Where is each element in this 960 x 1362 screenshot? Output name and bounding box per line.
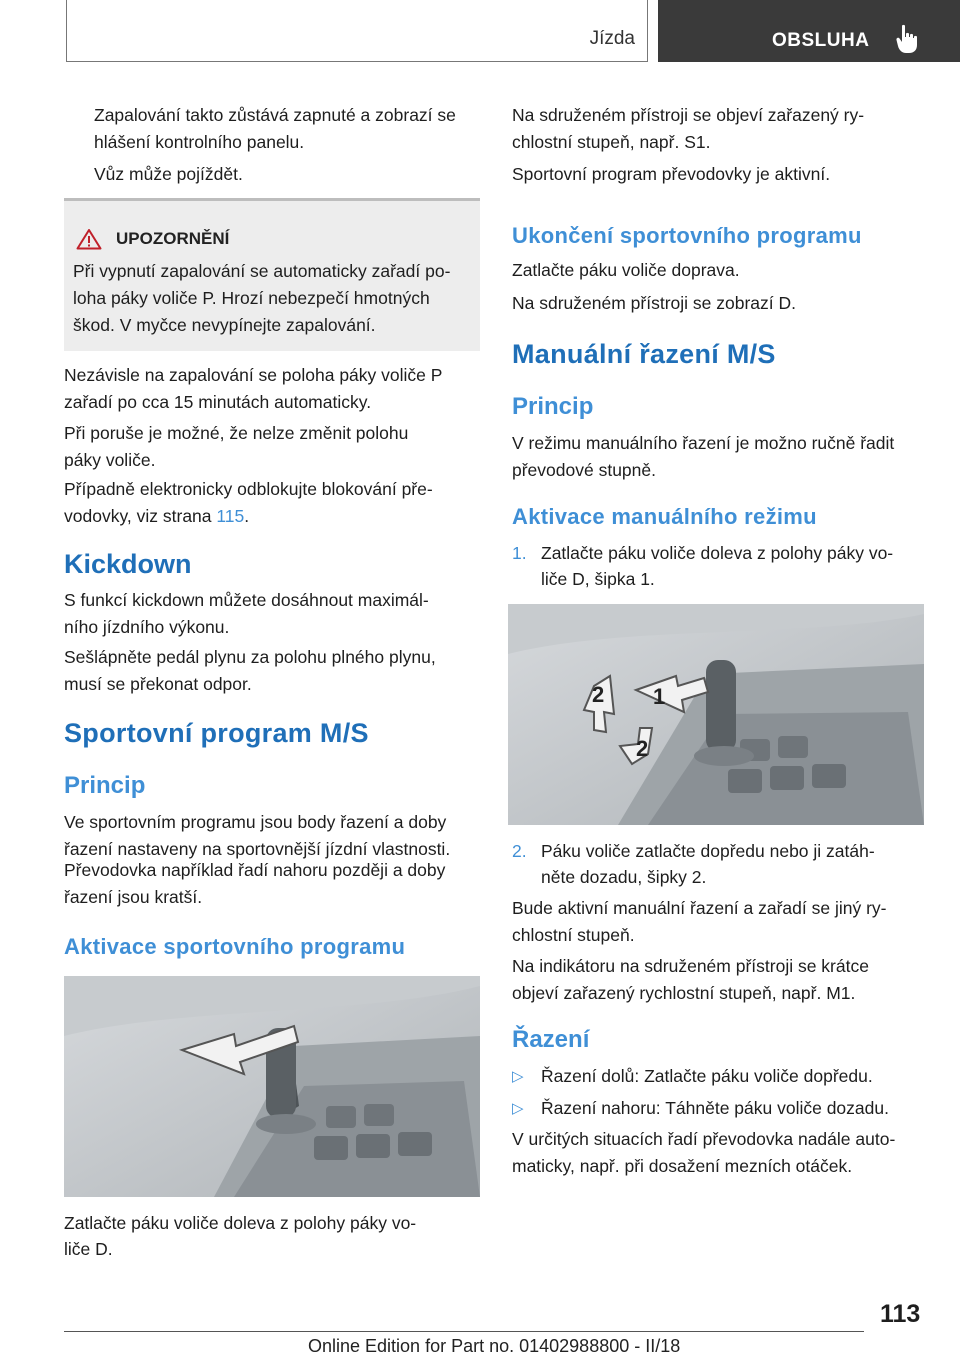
kickdown-line3: Sešlápněte pedál plynu za polohu plného plynu,	[64, 647, 436, 667]
sport-principle-line4: řazení jsou kratší.	[64, 887, 203, 907]
header-chapter-tab[interactable]	[658, 0, 960, 62]
sport-principle-line1: Ve sportovním programu jsou body řazení a doby	[64, 812, 447, 832]
manual-principle-line2: převodové stupně.	[512, 460, 656, 480]
step1-number: 1.	[512, 543, 527, 563]
footer-divider	[64, 1331, 864, 1332]
intro-paragraph-2: Vůz může pojíždět.	[94, 164, 243, 184]
intro-paragraph-line1: Zapalování takto zůstává zapnuté a zobrazí se	[94, 105, 456, 125]
warning-text-line3: škod. V myčce nevypínejte zapalování.	[73, 315, 376, 335]
manual-active-line1: Bude aktivní manuální řazení a zařadí se jiný ry-	[512, 898, 887, 918]
kickdown-line2: ního jízdního výkonu.	[64, 617, 230, 637]
footer-edition: Online Edition for Part no. 01402988800 - II/18	[308, 1336, 681, 1356]
heading-end-sport: Ukončení sportovního programu	[512, 223, 862, 248]
kickdown-line1: S funkcí kickdown můžete dosáhnout maximál-	[64, 590, 429, 610]
bullet-upshift: Řazení nahoru: Táhněte páku voliče dozadu.	[541, 1098, 889, 1118]
paragraph-fault-line2: páky voliče.	[64, 450, 156, 470]
paragraph-fault-line1: Při poruše je možné, že nelze změnit polohu	[64, 423, 409, 443]
right-intro-line3: Sportovní program převodovky je aktivní.	[512, 164, 831, 184]
step2-line1: Páku voliče zatlačte dopředu nebo ji zatáh-	[541, 841, 875, 861]
heading-shifting: Řazení	[512, 1026, 590, 1053]
hand-pointer-icon	[896, 24, 918, 54]
sport-principle-line3: Převodovka například řadí nahoru později a doby	[64, 860, 446, 880]
heading-sport-program: Sportovní program M/S	[64, 718, 369, 748]
header-section-label: Jízda	[589, 28, 635, 49]
paragraph-unlock-line2	[64, 503, 249, 530]
left-caption-line2: liče D.	[64, 1239, 113, 1259]
gear-selector-sport-image	[64, 976, 480, 1197]
step1-line2: liče D, šipka 1.	[541, 569, 655, 589]
bullet-icon: ▷	[512, 1100, 524, 1117]
end-sport-line2: Na sdruženém přístroji se zobrazí D.	[512, 293, 796, 313]
sport-principle-line2: řazení nastaveny na sportovnější jízdní vlastnosti.	[64, 839, 451, 859]
step1-line1: Zatlačte páku voliče doleva z polohy páky vo-	[541, 543, 894, 563]
manual-principle-line1: V režimu manuálního řazení je možno ručně řadit	[512, 433, 895, 453]
left-caption-line1: Zatlačte páku voliče doleva z polohy páky vo-	[64, 1213, 417, 1233]
arrow-label-1: 1	[653, 684, 666, 709]
unlock-period: .	[244, 506, 250, 526]
page-number: 113	[880, 1300, 921, 1328]
warning-box	[64, 198, 480, 351]
auto-shift-line1: V určitých situacích řadí převodovka nadále auto-	[512, 1129, 896, 1149]
auto-shift-line2: maticky, např. při dosažení mezních otáček.	[512, 1156, 853, 1176]
bullet-downshift: Řazení dolů: Zatlačte páku voliče dopředu.	[541, 1066, 873, 1086]
indicator-line2: objeví zařazený rychlostní stupeň, např. M1.	[512, 983, 856, 1003]
heading-activate-manual: Aktivace manuálního režimu	[512, 504, 817, 529]
heading-activate-sport: Aktivace sportovního programu	[64, 934, 406, 959]
indicator-line1: Na indikátoru na sdruženém přístroji se krátce	[512, 956, 869, 976]
arrow-label-2a: 2	[592, 682, 605, 707]
heading-princip-right: Princip	[512, 393, 594, 420]
paragraph-unlock-line1: Případně elektronicky odblokujte blokování pře-	[64, 479, 433, 499]
header-chapter-label: OBSLUHA	[772, 30, 870, 51]
warning-text-line1: Při vypnutí zapalování se automaticky zařadí po-	[73, 261, 451, 281]
kickdown-line4: musí se překonat odpor.	[64, 674, 252, 694]
bullet-icon: ▷	[512, 1068, 524, 1085]
header-section-tab	[66, 0, 648, 62]
gear-selector-manual-image	[508, 604, 924, 825]
unlock-text: vodovky, viz strana	[64, 506, 217, 526]
end-sport-line1: Zatlačte páku voliče doprava.	[512, 260, 740, 280]
right-intro-line2: chlostní stupeň, např. S1.	[512, 132, 711, 152]
step2-line2: něte dozadu, šipky 2.	[541, 867, 707, 887]
manual-active-line2: chlostní stupeň.	[512, 925, 635, 945]
paragraph-selector-auto-line2: zařadí po cca 15 minutách automaticky.	[64, 392, 372, 412]
warning-title: UPOZORNĚNÍ	[116, 229, 230, 248]
arrow-label-2b: 2	[636, 736, 649, 761]
page-link-115[interactable]: 115	[216, 506, 245, 526]
warning-triangle-icon	[76, 228, 102, 250]
step2-number: 2.	[512, 841, 527, 861]
right-intro-line1: Na sdruženém přístroji se objeví zařazený ry-	[512, 105, 865, 125]
paragraph-selector-auto-line1: Nezávisle na zapalování se poloha páky voliče P	[64, 365, 443, 385]
warning-text-line2: loha páky voliče P. Hrozí nebezpečí hmotných	[73, 288, 430, 308]
intro-paragraph-line2: hlášení kontrolního panelu.	[94, 132, 305, 152]
heading-princip-left: Princip	[64, 772, 146, 799]
heading-kickdown: Kickdown	[64, 549, 192, 579]
heading-manual-shift: Manuální řazení M/S	[512, 339, 776, 369]
